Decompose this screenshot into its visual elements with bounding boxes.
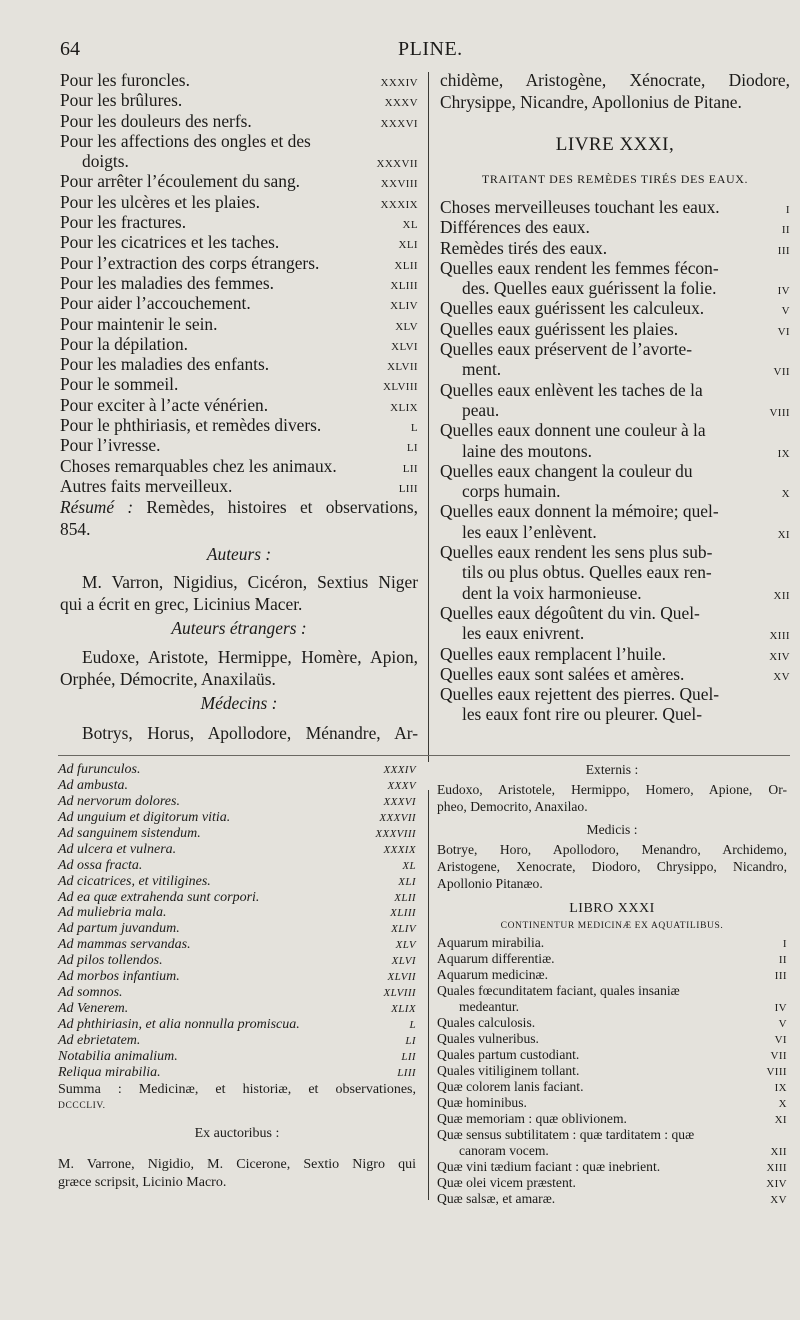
list-item <box>58 1033 416 1049</box>
entry-text: Pour les cicatrices et les taches. <box>60 232 280 253</box>
list-item <box>440 583 790 603</box>
chapter-number: XXXV <box>384 97 418 110</box>
chapter-number: XXVIII <box>380 178 418 191</box>
entry-text: tils ou plus obtus. Quelles eaux ren- <box>462 562 712 583</box>
entry-text: Quæ memoriam : quæ oblivionem. <box>437 1111 627 1126</box>
page-number: 64 <box>60 38 80 60</box>
authors-text: M. Varron, Nigidius, Cicéron, Sextius Niger <box>82 572 418 593</box>
chapter-number: XLII <box>394 259 418 272</box>
list-item <box>60 273 418 293</box>
list-item <box>440 664 790 684</box>
chapter-number: XLII <box>394 891 416 904</box>
chapter-number: XLIII <box>390 907 416 920</box>
list-item <box>58 794 416 810</box>
externis-heading: Externis : <box>585 762 639 777</box>
chapter-number: XLI <box>398 239 418 252</box>
entry-text: Ad Venerem. <box>58 1001 129 1017</box>
list-item <box>60 456 418 476</box>
entry-text: laine des moutons. <box>462 440 592 461</box>
entry-text: Pour l’ivresse. <box>60 435 161 456</box>
list-item <box>440 704 790 724</box>
latin-contents-list <box>58 762 416 1081</box>
book-contents-list-la <box>437 935 787 1207</box>
chapter-number: XLV <box>395 939 416 952</box>
list-item <box>440 623 790 643</box>
entry-text: les eaux l’enlèvent. <box>462 521 597 542</box>
list-item <box>440 359 790 379</box>
entry-text: doigts. <box>82 151 129 172</box>
list-item <box>58 905 416 921</box>
list-item <box>60 171 418 191</box>
entry-text: Quæ vini tædium faciant : quæ inebrient. <box>437 1159 661 1174</box>
list-item <box>58 858 416 874</box>
list-item <box>440 441 790 461</box>
entry-text: dent la voix harmonieuse. <box>462 582 642 603</box>
chapter-number: VIII <box>769 406 790 419</box>
list-item <box>440 603 790 623</box>
list-item <box>60 253 418 273</box>
chapter-number: XIII <box>766 1162 787 1174</box>
chapter-number: VI <box>777 325 790 338</box>
chapter-number: XL <box>402 859 416 872</box>
list-item <box>437 1127 787 1143</box>
entry-text: Pour les ulcères et les plaies. <box>60 191 260 212</box>
list-item <box>437 999 787 1015</box>
list-item <box>60 435 418 455</box>
list-item <box>437 1143 787 1159</box>
chapter-number: L <box>410 422 418 435</box>
chapter-number: III <box>777 244 790 257</box>
list-item <box>60 192 418 212</box>
chapter-number: VII <box>770 1050 787 1062</box>
foreign-authors-text: Eudoxe, Aristote, Hermippe, Homère, Apion, <box>82 647 418 668</box>
entry-text: Pour aider l’accouchement. <box>60 293 251 314</box>
list-item <box>60 374 418 394</box>
list-item <box>440 319 790 339</box>
entry-text: Ad somnos. <box>58 985 123 1001</box>
entry-text: Quelles eaux rendent les sens plus sub- <box>440 542 713 563</box>
chapter-number: I <box>785 204 790 216</box>
chapter-number: V <box>778 1018 787 1030</box>
book-subtitle-la: CONTINENTUR MEDICINÆ EX AQUATILIBUS. <box>500 921 724 931</box>
entry-text: Pour les affections des ongles et des <box>60 130 311 151</box>
ex-auctoribus-text-cont: græce scripsit, Licinio Macro. <box>58 1174 227 1190</box>
entry-text: Notabilia animalium. <box>58 1048 178 1064</box>
entry-text: Ad partum juvandum. <box>58 921 180 937</box>
ex-auctoribus-text: M. Varrone, Nigidio, M. Cicerone, Sextio Nigro qui <box>58 1156 416 1172</box>
chapter-number: XI <box>777 528 790 541</box>
summary-line <box>60 497 418 518</box>
list-item <box>58 921 416 937</box>
entry-text: Quæ colorem lanis faciant. <box>437 1079 584 1094</box>
list-item <box>58 969 416 985</box>
entry-text: les eaux enivrent. <box>462 623 585 644</box>
entry-text: Aquarum mirabilia. <box>437 935 545 950</box>
chapter-number: IV <box>774 1002 787 1014</box>
chapter-number: XLIV <box>390 300 418 313</box>
summary-text: Remèdes, histoires et observations, <box>146 497 418 518</box>
entry-text: Ad muliebria mala. <box>58 905 167 921</box>
list-item <box>437 967 787 983</box>
chapter-number: XXXIX <box>380 198 418 211</box>
chapter-number: XXXVII <box>376 158 418 171</box>
list-item <box>58 874 416 890</box>
latin-contents-left-column <box>58 762 416 1192</box>
chapter-number: L <box>409 1019 416 1031</box>
entry-text: Ad furunculos. <box>58 762 141 777</box>
externis-text: Eudoxo, Aristotele, Hermippo, Homero, Apione, Or- <box>437 782 787 797</box>
chapter-number: VIII <box>766 1066 787 1078</box>
list-item <box>60 293 418 313</box>
chapter-number: XLI <box>398 875 416 888</box>
list-item <box>60 314 418 334</box>
list-item <box>440 217 790 237</box>
doctors-continued: chidème, Aristogène, Xénocrate, Diodore, <box>440 70 790 90</box>
entry-text: Quales calculosis. <box>437 1015 536 1030</box>
summa-count: DCCCLIV. <box>58 1100 106 1111</box>
chapter-number: XLVIII <box>383 381 418 394</box>
list-item <box>440 278 790 298</box>
chapter-number: XIV <box>769 650 790 663</box>
list-item <box>60 131 418 151</box>
entry-text: Quelles eaux donnent la mémoire; quel- <box>440 501 719 522</box>
chapter-number: LII <box>402 462 418 475</box>
entry-text: Pour les fractures. <box>60 212 187 233</box>
list-item <box>60 395 418 415</box>
french-contents-left-column <box>60 70 418 745</box>
running-head: PLINE. <box>398 38 463 60</box>
entry-text: Ad ambusta. <box>58 777 128 793</box>
entry-text: les eaux font rire ou pleurer. Quel- <box>462 704 702 725</box>
chapter-number: XL <box>402 219 418 232</box>
list-item <box>60 354 418 374</box>
summary-count: 854. <box>60 519 91 540</box>
entry-text: Autres faits merveilleux. <box>60 475 233 496</box>
doctors-continued-line2: Chrysippe, Nicandre, Apollonius de Pitane. <box>440 92 742 112</box>
list-item <box>440 238 790 258</box>
foreign-authors-text-cont: Orphée, Démocrite, Anaxilaüs. <box>60 669 276 690</box>
list-item <box>60 476 418 496</box>
authors-heading: Auteurs : <box>206 544 272 565</box>
list-item <box>440 197 790 217</box>
list-item <box>58 1049 416 1065</box>
list-item <box>58 1065 416 1081</box>
list-item <box>440 420 790 440</box>
book-title-la: LIBRO XXXI <box>569 901 655 916</box>
list-item <box>60 415 418 435</box>
list-item <box>440 644 790 664</box>
chapter-number: XLV <box>395 320 418 333</box>
foreign-authors-heading: Auteurs étrangers : <box>171 618 307 639</box>
list-item <box>437 1079 787 1095</box>
page-header <box>0 38 800 66</box>
entry-text: canoram vocem. <box>459 1143 549 1158</box>
entry-text: Quelles eaux préservent de l’avorte- <box>440 339 693 360</box>
chapter-number: IX <box>777 447 790 460</box>
chapter-number: LIII <box>397 1066 416 1079</box>
list-item <box>60 212 418 232</box>
chapter-number: VII <box>773 366 790 379</box>
latin-contents-right-column <box>437 762 787 1207</box>
entry-text: Ad ea quæ extrahenda sunt corpori. <box>58 889 260 905</box>
chapter-number: V <box>781 305 790 318</box>
chapter-number: XLIII <box>390 279 418 292</box>
entry-text: Quelles eaux changent la couleur du <box>440 460 693 481</box>
list-item <box>437 1191 787 1207</box>
chapter-number: XXXVI <box>380 117 418 130</box>
list-item <box>60 232 418 252</box>
chapter-number: XXXVI <box>383 795 416 808</box>
list-item <box>58 937 416 953</box>
list-item <box>60 334 418 354</box>
chapter-number: IV <box>777 285 790 298</box>
entry-text: Pour le sommeil. <box>60 374 179 395</box>
list-item <box>440 542 790 562</box>
entry-text: Ad ossa fracta. <box>58 857 143 873</box>
entry-text: Quelles eaux rendent les femmes fécon- <box>440 257 719 278</box>
chapter-number: XV <box>770 1194 787 1206</box>
entry-text: Quales fœcunditatem faciant, quales insaniæ <box>437 983 680 998</box>
list-item <box>58 1001 416 1017</box>
list-item <box>437 1111 787 1127</box>
chapter-number: XXXVII <box>379 811 416 824</box>
list-item <box>440 258 790 278</box>
list-item <box>60 70 418 90</box>
column-divider-latin <box>428 790 429 1200</box>
entry-text: Quelles eaux guérissent les calculeux. <box>440 298 705 319</box>
book-subtitle-fr: TRAITANT DES REMÈDES TIRÉS DES EAUX. <box>481 172 749 186</box>
entry-text: Pour les maladies des femmes. <box>60 272 274 293</box>
list-item <box>440 380 790 400</box>
list-item <box>437 1175 787 1191</box>
chapter-number: XII <box>773 589 790 602</box>
chapter-number: II <box>778 954 787 966</box>
entry-text: Pour arrêter l’écoulement du sang. <box>60 171 300 192</box>
chapter-number: XXXVIII <box>375 827 416 840</box>
chapter-number: X <box>781 488 790 501</box>
chapter-number: XXXIV <box>383 764 416 776</box>
entry-text: Pour les maladies des enfants. <box>60 354 270 375</box>
list-item <box>58 778 416 794</box>
entry-text: Ad sanguinem sistendum. <box>58 825 201 841</box>
chapter-number: XLIX <box>391 1003 416 1016</box>
list-item <box>440 501 790 521</box>
entry-text: Reliqua mirabilia. <box>58 1064 161 1080</box>
entry-text: Ad ulcera et vulnera. <box>58 841 177 857</box>
chapter-number: XLIV <box>391 923 416 936</box>
entry-text: Choses merveilleuses touchant les eaux. <box>440 197 720 217</box>
medicis-text-end: Apollonio Pitanæo. <box>437 876 543 891</box>
entry-text: corps humain. <box>462 481 561 502</box>
chapter-number: XV <box>773 670 790 683</box>
chapter-number: VI <box>774 1034 787 1046</box>
summary-label: Résumé : <box>60 497 134 518</box>
entry-text: Quelles eaux guérissent les plaies. <box>440 318 679 339</box>
ex-auctoribus-heading: Ex auctoribus : <box>194 1125 280 1141</box>
list-item <box>58 1017 416 1033</box>
entry-text: Pour l’extraction des corps étrangers. <box>60 252 320 273</box>
list-item <box>60 111 418 131</box>
list-item <box>60 90 418 110</box>
list-item <box>58 890 416 906</box>
entry-text: ment. <box>462 359 502 380</box>
entry-text: peau. <box>462 399 500 420</box>
list-item <box>440 400 790 420</box>
chapter-number: XII <box>770 1146 787 1158</box>
book-contents-list-fr <box>440 197 790 725</box>
entry-text: Choses remarquables chez les animaux. <box>60 455 337 476</box>
chapter-number: XLVII <box>387 361 418 374</box>
entry-text: Ad morbos infantium. <box>58 969 180 985</box>
doctors-heading: Médecins : <box>200 693 278 714</box>
entry-text: Pour les furoncles. <box>60 70 190 90</box>
french-contents-list <box>60 70 418 496</box>
externis-text-cont: pheo, Democrito, Anaxilao. <box>437 799 588 814</box>
list-item <box>440 461 790 481</box>
entry-text: Quelles eaux enlèvent les taches de la <box>440 379 703 400</box>
doctors-text: Botrys, Horus, Apollodore, Ménandre, Ar- <box>82 723 418 744</box>
list-item <box>58 762 416 778</box>
entry-text: Pour le phthiriasis, et remèdes divers. <box>60 415 322 436</box>
list-item <box>58 953 416 969</box>
list-item <box>440 522 790 542</box>
chapter-number: XI <box>774 1114 787 1126</box>
chapter-number: XIV <box>766 1178 787 1190</box>
list-item <box>437 1015 787 1031</box>
entry-text: medeantur. <box>459 999 520 1014</box>
summa-text: Summa : Medicinæ, et historiæ, et observationes, <box>58 1081 416 1097</box>
entry-text: des. Quelles eaux guérissent la folie. <box>462 278 717 299</box>
entry-text: Quæ olei vicem præstent. <box>437 1175 576 1190</box>
list-item <box>58 826 416 842</box>
chapter-number: XLVI <box>391 955 416 968</box>
entry-text: Ad unguium et digitorum vitia. <box>58 809 231 825</box>
entry-text: Pour les brûlures. <box>60 90 183 111</box>
chapter-number: XXXIV <box>380 77 418 89</box>
authors-text-cont: qui a écrit en grec, Licinius Macer. <box>60 594 303 615</box>
entry-text: Quæ hominibus. <box>437 1095 527 1110</box>
chapter-number: I <box>782 938 787 950</box>
entry-text: Ad phthiriasin, et alia nonnulla promiscua. <box>58 1017 300 1032</box>
list-item <box>437 1031 787 1047</box>
entry-text: Pour la dépilation. <box>60 333 188 354</box>
chapter-number: XXXIX <box>383 843 416 856</box>
chapter-number: LII <box>401 1050 416 1063</box>
list-item <box>58 985 416 1001</box>
list-item <box>440 562 790 582</box>
book-title-fr: LIVRE XXXI, <box>555 134 675 155</box>
list-item <box>440 684 790 704</box>
entry-text: Quales partum custodiant. <box>437 1047 580 1062</box>
medicis-text: Botrye, Horo, Apollodoro, Menandro, Archidemo, <box>437 842 787 857</box>
list-item <box>437 1159 787 1175</box>
list-item <box>437 983 787 999</box>
entry-text: Pour maintenir le sein. <box>60 313 218 334</box>
medicis-heading: Medicis : <box>586 822 638 837</box>
entry-text: Remèdes tirés des eaux. <box>440 237 608 258</box>
section-divider <box>58 755 790 756</box>
entry-text: Quales vulneribus. <box>437 1031 539 1046</box>
list-item <box>440 481 790 501</box>
chapter-number: II <box>781 224 790 237</box>
list-item <box>437 1063 787 1079</box>
entry-text: Quæ sensus subtilitatem : quæ tarditatem : quæ <box>437 1127 695 1142</box>
chapter-number: XIII <box>769 630 790 643</box>
list-item <box>437 1047 787 1063</box>
entry-text: Ad ebrietatem. <box>58 1032 141 1048</box>
list-item <box>437 935 787 951</box>
list-item <box>60 151 418 171</box>
entry-text: Ad nervorum dolores. <box>58 793 180 809</box>
entry-text: Quelles eaux remplacent l’huile. <box>440 643 666 664</box>
list-item <box>440 298 790 318</box>
list-item <box>440 339 790 359</box>
entry-text: Aquarum differentiæ. <box>437 951 555 966</box>
entry-text: Ad cicatrices, et vitiligines. <box>58 873 211 889</box>
medicis-text-cont: Aristogene, Xenocrate, Diodoro, Chrysippo, Nicandro, <box>437 859 787 874</box>
entry-text: Quelles eaux dégoûtent du vin. Quel- <box>440 602 700 623</box>
entry-text: Ad pilos tollendos. <box>58 953 163 969</box>
chapter-number: XXXV <box>387 779 416 792</box>
list-item <box>58 810 416 826</box>
entry-text: Quales vitiliginem tollant. <box>437 1063 580 1078</box>
entry-text: Ad mammas servandas. <box>58 937 191 953</box>
chapter-number: XLVIII <box>383 987 416 1000</box>
entry-text: Pour les douleurs des nerfs. <box>60 110 252 131</box>
entry-text: Aquarum medicinæ. <box>437 967 548 982</box>
entry-text: Quæ salsæ, et amaræ. <box>437 1191 556 1206</box>
chapter-number: LI <box>406 442 418 455</box>
chapter-number: IX <box>774 1082 787 1094</box>
list-item <box>437 1095 787 1111</box>
chapter-number: LIII <box>398 482 418 495</box>
entry-text: Quelles eaux sont salées et amères. <box>440 663 685 684</box>
list-item <box>437 951 787 967</box>
list-item <box>58 842 416 858</box>
column-divider <box>428 72 429 762</box>
entry-text: Quelles eaux donnent une couleur à la <box>440 420 706 441</box>
chapter-number: LI <box>405 1034 416 1047</box>
chapter-number: XLVI <box>391 340 418 353</box>
entry-text: Différences des eaux. <box>440 217 590 238</box>
chapter-number: X <box>778 1098 787 1110</box>
chapter-number: XLIX <box>390 401 418 414</box>
chapter-number: III <box>774 970 787 982</box>
french-contents-right-column <box>440 70 790 725</box>
entry-text: Pour exciter à l’acte vénérien. <box>60 394 269 415</box>
chapter-number: XLVII <box>387 971 416 984</box>
entry-text: Quelles eaux rejettent des pierres. Quel- <box>440 684 720 705</box>
